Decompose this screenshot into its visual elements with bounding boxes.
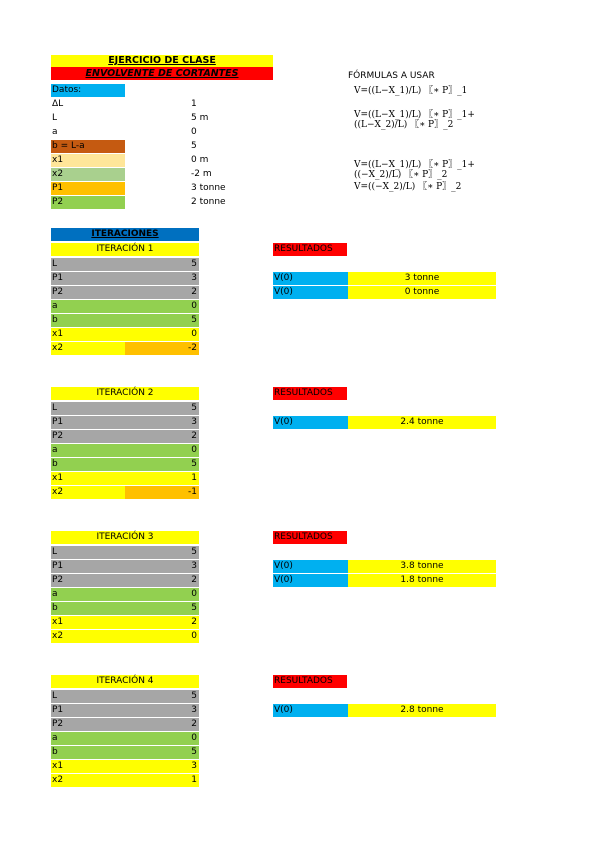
iter3-label-p2: P2 [52,575,64,585]
iter1-results-label: RESULTADOS [273,243,347,256]
iter4-value-b: 5 [191,747,197,757]
iter4-row-p1 [51,704,199,717]
datos-value-b: 5 [191,141,197,151]
datos-label-l: L [52,113,58,123]
iter2-value-b: 5 [191,459,197,469]
iter3-label-x2: x2 [52,631,64,641]
iter2-results-label: RESULTADOS [273,387,347,400]
iter4-result-1-value: 2.8 tonne [348,704,496,717]
iter3-row-l [51,546,199,559]
iter1-value-x2: -2 [188,343,197,353]
formula-3: V=((L−X_1)/L) 〖∗ P〗_1+((−X_2)/L) 〖∗ P〗_2 [354,160,475,180]
iter3-value-b: 5 [191,603,197,613]
iter4-row-a [51,732,199,745]
iter1-value-l: 5 [191,259,197,269]
iter4-label-p2: P2 [52,719,64,729]
iter3-result-1-label: V(0) [273,560,348,573]
datos-label-a: a [52,127,58,137]
formula-1: V=((L−X_1)/L) 〖∗ P〗_1 [354,86,468,96]
iter1-label-p1: P1 [52,273,64,283]
iter1-row-x2 [51,342,199,355]
iter2-result-1-value: 2.4 tonne [348,416,496,429]
iter2-label-l: L [52,403,58,413]
iter1-row-b [51,314,199,327]
iter2-row-x2 [51,486,199,499]
iter3-row-p1 [51,560,199,573]
datos-label-b: b = L-a [51,140,125,153]
iter1-row-a [51,300,199,313]
iter1-row-l [51,258,199,271]
iter4-row-l [51,690,199,703]
iter3-results-label: RESULTADOS [273,531,347,544]
iter4-label-b: b [52,747,58,757]
datos-value-delta-l: 1 [191,99,197,109]
iter4-value-p1: 3 [191,705,197,715]
iter3-row-x2 [51,630,199,643]
iter4-label-x1: x1 [52,761,64,771]
iter1-label-x1: x1 [52,329,64,339]
iter2-label-p2: P2 [52,431,64,441]
iter4-label-l: L [52,691,58,701]
iter2-label-x2: x2 [52,487,64,497]
iter4-value-x2: 1 [191,775,197,785]
iter1-result-2-label: V(0) [273,286,348,299]
iter1-label-l: L [52,259,58,269]
iter2-row-a [51,444,199,457]
iter4-value-p2: 2 [191,719,197,729]
iter1-result-2-value: 0 tonne [348,286,496,299]
iter3-row-b [51,602,199,615]
iter3-value-a: 0 [191,589,197,599]
datos-label-p2: P2 [51,196,125,209]
iter3-result-1-value: 3.8 tonne [348,560,496,573]
iter1-value-b: 5 [191,315,197,325]
datos-value-p1: 3 tonne [191,183,226,193]
iter3-result-2-label: V(0) [273,574,348,587]
iteration-2-title: ITERACIÓN 2 [51,387,199,400]
iter3-row-x1 [51,616,199,629]
datos-label-x1: x1 [51,154,125,167]
iter4-label-a: a [52,733,58,743]
exercise-subtitle: ENVOLVENTE DE CORTANTES [51,67,273,80]
iter4-row-p2 [51,718,199,731]
datos-value-x2: -2 m [191,169,212,179]
iter2-result-1-label: V(0) [273,416,348,429]
iter1-value-p1: 3 [191,273,197,283]
formula-2: V=((L−X_1)/L) 〖∗ P〗_1+((L−X_2)/L) 〖∗ P〗_2 [354,110,475,130]
iter4-label-p1: P1 [52,705,64,715]
iter2-label-p1: P1 [52,417,64,427]
iter3-result-2-value: 1.8 tonne [348,574,496,587]
iter3-value-x1: 2 [191,617,197,627]
iter3-label-b: b [52,603,58,613]
iter1-row-p2 [51,286,199,299]
iteration-4-title: ITERACIÓN 4 [51,675,199,688]
iter3-label-l: L [52,547,58,557]
iter4-label-x2: x2 [52,775,64,785]
iter3-value-x2: 0 [191,631,197,641]
exercise-title: EJERCICIO DE CLASE [51,55,273,67]
iteration-1-title: ITERACIÓN 1 [51,243,199,256]
iter1-result-1-value: 3 tonne [348,272,496,285]
iter2-row-x1 [51,472,199,485]
datos-label-p1: P1 [51,182,125,195]
iteration-3-title: ITERACIÓN 3 [51,531,199,544]
iter1-row-x1 [51,328,199,341]
iter4-row-x2 [51,774,199,787]
iter1-value-a: 0 [191,301,197,311]
iter3-row-p2 [51,574,199,587]
datos-value-a: 0 [191,127,197,137]
iter4-result-1-label: V(0) [273,704,348,717]
iter3-row-a [51,588,199,601]
iter2-row-b [51,458,199,471]
datos-label-delta-l: ΔL [52,99,64,109]
datos-title: Datos: [51,84,125,97]
iter2-label-x1: x1 [52,473,64,483]
iter4-row-b [51,746,199,759]
iter2-value-l: 5 [191,403,197,413]
iter1-label-p2: P2 [52,287,64,297]
iter3-label-a: a [52,589,58,599]
iter2-label-a: a [52,445,58,455]
datos-value-p2: 2 tonne [191,197,226,207]
iter2-row-p2 [51,430,199,443]
datos-value-l: 5 m [191,113,209,123]
iter2-value-a: 0 [191,445,197,455]
iter2-value-x1: 1 [191,473,197,483]
iter3-value-l: 5 [191,547,197,557]
iter1-value-x1: 0 [191,329,197,339]
iter2-value-p1: 3 [191,417,197,427]
iter1-label-a: a [52,301,58,311]
iteraciones-title: ITERACIONES [51,228,199,241]
iter4-results-label: RESULTADOS [273,675,347,688]
iter2-row-p1 [51,416,199,429]
formula-4: V=((−X_2)/L) 〖∗ P〗_2 [354,182,462,192]
iter1-label-x2: x2 [52,343,64,353]
iter1-row-p1 [51,272,199,285]
iter2-label-b: b [52,459,58,469]
formulas-title: FÓRMULAS A USAR [348,71,435,81]
datos-value-x1: 0 m [191,155,209,165]
iter2-value-x2: -1 [188,487,197,497]
iter3-value-p2: 2 [191,575,197,585]
iter3-value-p1: 3 [191,561,197,571]
iter1-label-b: b [52,315,58,325]
iter4-row-x1 [51,760,199,773]
iter4-value-l: 5 [191,691,197,701]
iter2-value-p2: 2 [191,431,197,441]
iter4-value-a: 0 [191,733,197,743]
iter2-row-l [51,402,199,415]
iter4-value-x1: 3 [191,761,197,771]
iter1-value-p2: 2 [191,287,197,297]
iter3-label-p1: P1 [52,561,64,571]
iter3-label-x1: x1 [52,617,64,627]
datos-label-x2: x2 [51,168,125,181]
iter1-result-1-label: V(0) [273,272,348,285]
